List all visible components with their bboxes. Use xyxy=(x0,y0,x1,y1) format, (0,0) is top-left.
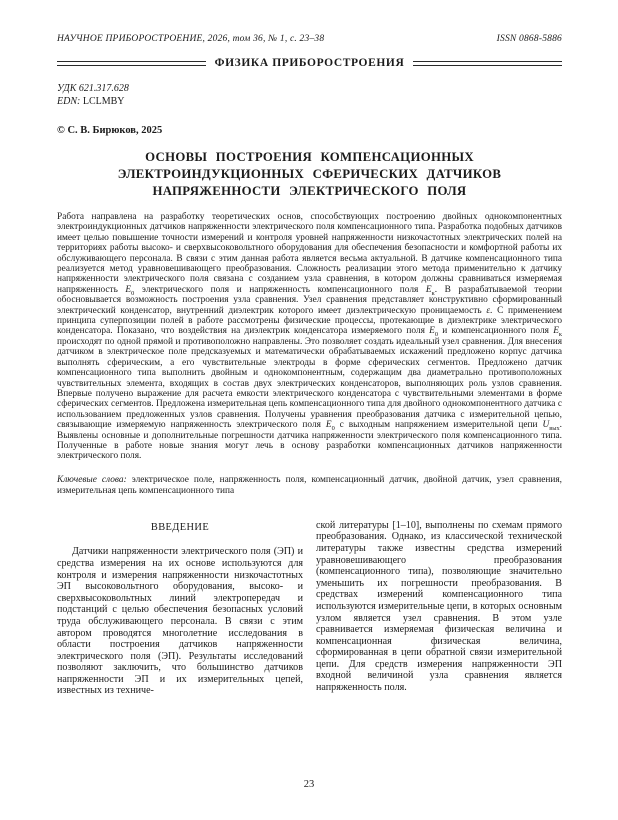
copyright-line: © С. В. Бирюков, 2025 xyxy=(57,125,163,136)
right-column xyxy=(316,520,562,697)
keywords-text: электрическое поле, напряженность поля, компенсационный датчик, двойной датчик, узел сравнения, измерительная цепь компенсационного типа xyxy=(57,474,563,496)
journal-running-head xyxy=(57,34,562,44)
journal-citation: НАУЧНОЕ ПРИБОРОСТРОЕНИЕ, 2026, том 36, № 1, с. 23–38 xyxy=(57,34,325,44)
introduction-heading: ВВЕДЕНИЕ xyxy=(150,521,210,533)
banner-rule-right xyxy=(413,61,562,66)
page-number: 23 xyxy=(303,779,315,790)
article-title-line-1: ОСНОВЫ ПОСТРОЕНИЯ КОМПЕНСАЦИОННЫХ xyxy=(145,150,474,164)
body-columns xyxy=(57,520,562,697)
section-banner xyxy=(57,57,562,69)
left-column xyxy=(57,520,303,697)
article-title-line-2: ЭЛЕКТРОИНДУКЦИОННЫХ СФЕРИЧЕСКИХ ДАТЧИКОВ xyxy=(117,167,502,181)
banner-rule-left xyxy=(57,61,206,66)
article-title-line-3: НАПРЯЖЕННОСТИ ЭЛЕКТРИЧЕСКОГО ПОЛЯ xyxy=(152,184,467,198)
issn: ISSN 0868-5886 xyxy=(496,34,562,44)
intro-paragraph-left: Датчики напряженности электрического поля (ЭП) и средства измерения на их основе используются для контроля и измерения напряженности низкочастотных ЭП высоковольтного оборудования, высоко- и сверхвысоковольтных линий электропередач и подстанций с целью обеспечения безопасных условий труда обслуживающего персонала. В связи с этим автором проводятся многолетние исследования в области построения датчиков напряженности электрического поля (ЭП). Результаты исследований позволяют заключить, что большинство датчиков напряженности ЭП и их измерительных цепей, известных из техниче- xyxy=(57,546,303,697)
udc-line: УДК 621.317.628 xyxy=(57,83,129,94)
keywords-label: Ключевые слова: xyxy=(57,474,127,485)
edn-line xyxy=(57,95,562,108)
article-title xyxy=(57,149,562,200)
intro-paragraph-right: ской литературы [1–10], выполнены по схемам прямого преобразования. Однако, из классической технической литературы также известны средства измерений уравновешивающего преобразования (компенсационного типа), позволяющие значительно уменьшить их погрешности преобразования. В средствах измерений компенсационного типа используются измерительные цепи, в которых основным узлом является узел сравнения. В этом узле сравнивается измеряемая физическая величина и компенсационная физическая величина, сформированная в цепи обратной связи измерительной цепи. Для средств измерения напряженности ЭП входной величиной узла сравнения является напряженность поля. xyxy=(316,519,562,694)
section-banner-title: ФИЗИКА ПРИБОРОСТРОЕНИЯ xyxy=(214,57,405,69)
page-footer xyxy=(0,779,618,790)
edn-value: LCLMBY xyxy=(82,96,125,107)
keywords-block xyxy=(57,475,562,497)
edn-label: EDN: xyxy=(57,96,81,107)
abstract-text: Работа направлена на разработку теоретических основ, способствующих построению двойных однокомпонентных электроиндукционных датчиков напряженности электрического поля компенсационного типа. Разработка подобных датчиков имеет целью повышение точности измерений и контроля уровней напряженности низкочастотных электрических полей на территориях работы высоко- и сверхвысоковольтного оборудования для обеспечения безопасности и комфортной работы их обслуживающего персонала. В связи с этим данная работа является весьма актуальной. В датчике компенсационного типа реализуется метод уравновешивающего преобразования. Сложность реализации этого метода применительно к датчику напряженности электрического поля связана с созданием узла сравнения, в котором должны сравниваться измеряемая напряженность $E_0$ электрического поля и напряженность компенсационного поля $E_к$. В разрабатываемой теории обосновывается возможность построения узла сравнения. Узел сравнения представляет конструктивно сформированный электрический конденсатор, внутренний диэлектрик которого имеет диэлектрическую проницаемость ε. С применением принципа суперпозиции полей в работе рассмотрены физические процессы, протекающие в диэлектрике электрического конденсатора. Показано, что воздействия на диэлектрик конденсатора измеряемого поля $E_0$ и компенсационного поля $E_к$ происходят по одной прямой и противоположно направлены. Это позволяет создать идеальный узел сравнения. Для внесения датчиком в электрическое поле предсказуемых и математически обрабатываемых искажений предложено корпус датчика выполнять сферическим, а его чувствительные электроды в форме сферических сегментов. Предложено датчик компенсационного типа выполнить двойным и однокомпонентным, содержащим два диаметрально противоположных чувствительных элемента, входящих в состав двух электрических конденсаторов, выполняющих роль узлов сравнения. Впервые получено выражение для расчета емкости электрического конденсатора с чувствительными элементами в форме сферических сегментов. Предложена измерительная цепь компенсационного типа для двойного однокомпонентного датчика с использованием предложенных узлов сравнения. Получены уравнения преобразования датчика с измерительной цепью, связывающие измеряемую напряженность электрического поля $E_0$ с выходным напряжением измерительной цепи $U_{вых}$. Выявлены основные и дополнительные погрешности датчика напряженности электрического поля компенсационного типа. Полученные в работе новые знания могут лечь в основу разработки компенсационных датчиков напряженности электрического поля. xyxy=(57,212,563,462)
